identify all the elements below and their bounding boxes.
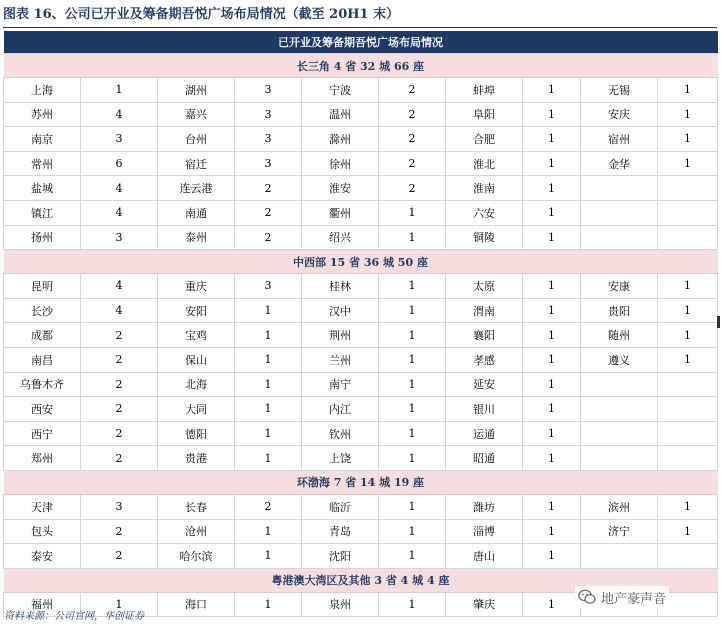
- count-cell: 2: [81, 544, 158, 569]
- count-cell: 4: [81, 298, 158, 323]
- city-cell: 镇江: [4, 200, 81, 225]
- count-cell: 1: [523, 127, 581, 152]
- count-cell: 1: [658, 519, 718, 544]
- count-cell: 2: [235, 494, 302, 519]
- table-row: [4, 298, 718, 323]
- count-cell: 1: [379, 397, 446, 422]
- count-cell: 1: [379, 544, 446, 569]
- count-cell: 1: [379, 519, 446, 544]
- count-cell: 1: [523, 397, 581, 422]
- city-cell: 桂林: [302, 274, 379, 299]
- count-cell: 1: [523, 102, 581, 127]
- city-cell: 钦州: [302, 421, 379, 446]
- count-cell: 1: [523, 298, 581, 323]
- count-cell: 1: [379, 372, 446, 397]
- city-cell: 汉中: [302, 298, 379, 323]
- figure-title: 图表 16、公司已开业及筹备期吾悦广场布局情况（截至 20H1 末）: [3, 4, 717, 28]
- city-cell: 无锡: [581, 78, 658, 103]
- count-cell: 1: [523, 274, 581, 299]
- source-note: 资料来源：公司官网，华创证券: [4, 611, 144, 622]
- count-cell: 1: [81, 592, 158, 617]
- city-cell: 泰安: [4, 544, 81, 569]
- count-cell: 1: [523, 446, 581, 471]
- count-cell: [658, 372, 718, 397]
- city-cell: 随州: [581, 323, 658, 348]
- city-cell: 南宁: [302, 372, 379, 397]
- count-cell: 4: [81, 102, 158, 127]
- city-cell: 济宁: [581, 519, 658, 544]
- count-cell: 2: [235, 225, 302, 250]
- city-cell: 哈尔滨: [158, 544, 235, 569]
- count-cell: [658, 176, 718, 201]
- count-cell: 1: [523, 176, 581, 201]
- count-cell: 1: [658, 494, 718, 519]
- city-cell: 温州: [302, 102, 379, 127]
- city-cell: 遵义: [581, 347, 658, 372]
- city-cell: 常州: [4, 151, 81, 176]
- city-cell: 苏州: [4, 102, 81, 127]
- city-cell: 沧州: [158, 519, 235, 544]
- table-row: [4, 421, 718, 446]
- city-cell: 天津: [4, 494, 81, 519]
- table-row: [4, 151, 718, 176]
- city-cell: [581, 397, 658, 422]
- region-title: 环渤海 7 省 14 城 19 座: [4, 470, 718, 494]
- table-row: [4, 274, 718, 299]
- count-cell: [658, 397, 718, 422]
- table-row: [4, 200, 718, 225]
- count-cell: 1: [523, 225, 581, 250]
- table-header: 已开业及筹备期吾悦广场布局情况: [4, 31, 718, 54]
- count-cell: 2: [235, 176, 302, 201]
- count-cell: 1: [523, 78, 581, 103]
- count-cell: 2: [81, 519, 158, 544]
- count-cell: 1: [658, 102, 718, 127]
- count-cell: 1: [235, 421, 302, 446]
- city-cell: 安康: [581, 274, 658, 299]
- count-cell: 2: [81, 372, 158, 397]
- watermark: [575, 586, 669, 608]
- city-cell: 淮北: [446, 151, 523, 176]
- count-cell: 1: [658, 274, 718, 299]
- table-row: [4, 494, 718, 519]
- count-cell: 1: [523, 200, 581, 225]
- city-cell: 滨州: [581, 494, 658, 519]
- count-cell: 1: [523, 592, 581, 617]
- table-row: [4, 397, 718, 422]
- city-cell: 扬州: [4, 225, 81, 250]
- city-cell: [581, 544, 658, 569]
- city-cell: 大同: [158, 397, 235, 422]
- city-cell: [581, 200, 658, 225]
- city-cell: 潍坊: [446, 494, 523, 519]
- city-cell: 阜阳: [446, 102, 523, 127]
- city-cell: 成都: [4, 323, 81, 348]
- count-cell: 1: [235, 446, 302, 471]
- count-cell: 2: [81, 446, 158, 471]
- city-cell: 蚌埠: [446, 78, 523, 103]
- region-row: [4, 250, 718, 274]
- city-cell: [581, 372, 658, 397]
- count-cell: 3: [235, 102, 302, 127]
- count-cell: 4: [81, 200, 158, 225]
- scroll-marker: [717, 316, 720, 328]
- city-cell: 安庆: [581, 102, 658, 127]
- watermark-text: 地产豪声音: [601, 591, 667, 607]
- city-cell: 南京: [4, 127, 81, 152]
- city-cell: 包头: [4, 519, 81, 544]
- count-cell: 1: [379, 274, 446, 299]
- city-cell: 台州: [158, 127, 235, 152]
- store-layout-table: [3, 31, 718, 617]
- city-cell: 长春: [158, 494, 235, 519]
- count-cell: 1: [523, 347, 581, 372]
- city-cell: 铜陵: [446, 225, 523, 250]
- city-cell: 嘉兴: [158, 102, 235, 127]
- count-cell: 3: [235, 127, 302, 152]
- count-cell: [658, 225, 718, 250]
- count-cell: 1: [523, 372, 581, 397]
- city-cell: 南通: [158, 200, 235, 225]
- count-cell: 2: [379, 176, 446, 201]
- wechat-icon: [578, 589, 596, 605]
- city-cell: 保山: [158, 347, 235, 372]
- table-row: [4, 323, 718, 348]
- city-cell: 盐城: [4, 176, 81, 201]
- table-row: [4, 127, 718, 152]
- city-cell: 宁波: [302, 78, 379, 103]
- city-cell: 贵阳: [581, 298, 658, 323]
- city-cell: 兰州: [302, 347, 379, 372]
- count-cell: 1: [523, 494, 581, 519]
- count-cell: 3: [235, 78, 302, 103]
- city-cell: 长沙: [4, 298, 81, 323]
- city-cell: 延安: [446, 372, 523, 397]
- count-cell: 2: [235, 200, 302, 225]
- count-cell: 3: [235, 274, 302, 299]
- count-cell: 1: [379, 225, 446, 250]
- count-cell: 1: [379, 421, 446, 446]
- count-cell: 3: [81, 127, 158, 152]
- count-cell: 3: [81, 225, 158, 250]
- count-cell: 1: [379, 200, 446, 225]
- city-cell: 宿州: [581, 127, 658, 152]
- count-cell: 6: [81, 151, 158, 176]
- count-cell: 1: [658, 78, 718, 103]
- count-cell: 1: [523, 323, 581, 348]
- city-cell: 渭南: [446, 298, 523, 323]
- count-cell: 2: [81, 421, 158, 446]
- count-cell: 1: [523, 421, 581, 446]
- city-cell: 银川: [446, 397, 523, 422]
- count-cell: 1: [379, 323, 446, 348]
- city-cell: 合肥: [446, 127, 523, 152]
- city-cell: 襄阳: [446, 323, 523, 348]
- count-cell: 1: [379, 298, 446, 323]
- count-cell: 1: [235, 372, 302, 397]
- city-cell: 昭通: [446, 446, 523, 471]
- city-cell: 西安: [4, 397, 81, 422]
- city-cell: 荆州: [302, 323, 379, 348]
- city-cell: 连云港: [158, 176, 235, 201]
- city-cell: 宿迁: [158, 151, 235, 176]
- city-cell: 上海: [4, 78, 81, 103]
- table-row: [4, 347, 718, 372]
- city-cell: 青岛: [302, 519, 379, 544]
- count-cell: 1: [379, 592, 446, 617]
- city-cell: 泰州: [158, 225, 235, 250]
- count-cell: 1: [658, 298, 718, 323]
- count-cell: 1: [658, 323, 718, 348]
- region-row: [4, 54, 718, 78]
- count-cell: [658, 200, 718, 225]
- count-cell: 1: [379, 494, 446, 519]
- region-title: 长三角 4 省 32 城 66 座: [4, 54, 718, 78]
- count-cell: 1: [235, 323, 302, 348]
- city-cell: 北海: [158, 372, 235, 397]
- count-cell: 2: [379, 151, 446, 176]
- city-cell: 上饶: [302, 446, 379, 471]
- count-cell: 1: [235, 519, 302, 544]
- city-cell: 衢州: [302, 200, 379, 225]
- city-cell: [581, 225, 658, 250]
- city-cell: 淮南: [446, 176, 523, 201]
- region-row: [4, 470, 718, 494]
- city-cell: 运通: [446, 421, 523, 446]
- table-row: [4, 102, 718, 127]
- count-cell: 2: [379, 102, 446, 127]
- city-cell: 淮安: [302, 176, 379, 201]
- city-cell: [581, 446, 658, 471]
- city-cell: 六安: [446, 200, 523, 225]
- count-cell: 3: [235, 151, 302, 176]
- count-cell: 1: [235, 544, 302, 569]
- count-cell: 3: [81, 494, 158, 519]
- city-cell: 肇庆: [446, 592, 523, 617]
- table-body: [4, 31, 718, 617]
- table-row: [4, 519, 718, 544]
- count-cell: 1: [235, 298, 302, 323]
- city-cell: 郑州: [4, 446, 81, 471]
- city-cell: 滁州: [302, 127, 379, 152]
- city-cell: 唐山: [446, 544, 523, 569]
- count-cell: 1: [658, 127, 718, 152]
- count-cell: 2: [379, 127, 446, 152]
- table-row: [4, 78, 718, 103]
- city-cell: 西宁: [4, 421, 81, 446]
- region-title: 中西部 15 省 36 城 50 座: [4, 250, 718, 274]
- table-row: [4, 176, 718, 201]
- city-cell: 德阳: [158, 421, 235, 446]
- region-title: 粤港澳大湾区及其他 3 省 4 城 4 座: [4, 568, 718, 592]
- city-cell: 安阳: [158, 298, 235, 323]
- count-cell: 1: [235, 592, 302, 617]
- table-row: [4, 225, 718, 250]
- count-cell: 1: [523, 151, 581, 176]
- city-cell: 淄博: [446, 519, 523, 544]
- city-cell: 内江: [302, 397, 379, 422]
- count-cell: 1: [523, 519, 581, 544]
- count-cell: 1: [235, 397, 302, 422]
- table-row: [4, 544, 718, 569]
- count-cell: [658, 544, 718, 569]
- city-cell: 宝鸡: [158, 323, 235, 348]
- count-cell: 2: [379, 78, 446, 103]
- count-cell: 1: [235, 347, 302, 372]
- count-cell: 1: [81, 78, 158, 103]
- city-cell: 福州: [4, 592, 81, 617]
- city-cell: 临沂: [302, 494, 379, 519]
- count-cell: 4: [81, 176, 158, 201]
- city-cell: 孝感: [446, 347, 523, 372]
- city-cell: 南昌: [4, 347, 81, 372]
- city-cell: 昆明: [4, 274, 81, 299]
- table-row: [4, 446, 718, 471]
- city-cell: [581, 176, 658, 201]
- city-cell: 海口: [158, 592, 235, 617]
- table-row: [4, 372, 718, 397]
- city-cell: 沈阳: [302, 544, 379, 569]
- count-cell: 4: [81, 274, 158, 299]
- city-cell: 徐州: [302, 151, 379, 176]
- city-cell: 太原: [446, 274, 523, 299]
- city-cell: 贵港: [158, 446, 235, 471]
- city-cell: [581, 421, 658, 446]
- count-cell: [658, 446, 718, 471]
- count-cell: 1: [658, 151, 718, 176]
- count-cell: 1: [658, 347, 718, 372]
- count-cell: 1: [379, 347, 446, 372]
- city-cell: 泉州: [302, 592, 379, 617]
- count-cell: 2: [81, 397, 158, 422]
- table-header-row: [4, 31, 718, 54]
- city-cell: 重庆: [158, 274, 235, 299]
- count-cell: [658, 421, 718, 446]
- count-cell: 1: [523, 544, 581, 569]
- city-cell: 绍兴: [302, 225, 379, 250]
- count-cell: 2: [81, 323, 158, 348]
- city-cell: 乌鲁木齐: [4, 372, 81, 397]
- count-cell: 2: [81, 347, 158, 372]
- count-cell: 1: [379, 446, 446, 471]
- city-cell: 湖州: [158, 78, 235, 103]
- city-cell: 金华: [581, 151, 658, 176]
